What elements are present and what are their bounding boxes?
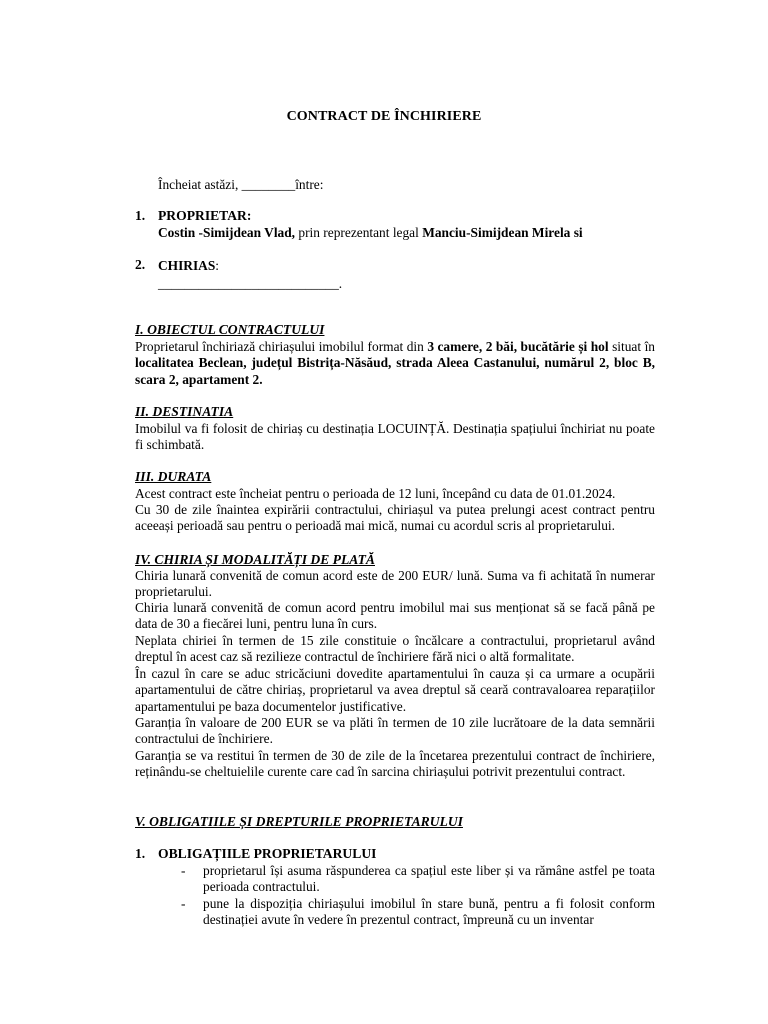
section-duration-text-2: Cu 30 de zile înaintea expirării contractului, chiriașul va putea prelungi acest contract pentru aceeași perioadă sau pentru o perioadă mai mică, numai cu acordul scris al proprietarului. [135, 502, 655, 534]
rent-paragraph-6: Garanția se va restitui în termen de 30 de zile de la încetarea prezentului contract de închiriere, reținându-se cheltuielile curente care cad în sarcina chiriașului potrivit prezentului contract. [135, 748, 655, 780]
bullet-dash: - [181, 863, 186, 878]
party-one-details [158, 225, 583, 241]
section-destination-heading: II. DESTINATIA [135, 404, 234, 419]
bullet-dash: - [181, 896, 186, 911]
section-object-heading: I. OBIECTUL CONTRACTULUI [135, 322, 325, 337]
section-rent-heading: IV. CHIRIA ȘI MODALITĂȚI DE PLATĂ [135, 552, 375, 567]
party-two-number: 2. [135, 257, 146, 272]
document-title: CONTRACT DE ÎNCHIRIERE [286, 109, 482, 124]
section-owner-obligations-heading: V. OBLIGATIILE ȘI DREPTURILE PROPRIETARULUI [135, 814, 463, 829]
party-two-colon: : [215, 258, 220, 273]
owner-connector: prin reprezentant legal [295, 225, 423, 240]
owner-representative: Manciu-Simijdean Mirela si [422, 225, 583, 240]
party-one-number: 1. [135, 208, 146, 223]
section-duration-text-1: Acest contract este încheiat pentru o perioada de 12 luni, începând cu data de 01.01.2024. [135, 486, 616, 501]
party-one-label: PROPRIETAR: [158, 208, 252, 223]
rent-paragraph-4: În cazul în care se aduc stricăciuni dovedite apartamentului în cauza și ca urmare a ocupării apartamentului de către chiriaș, proprietarul va avea dreptul să ceară contravaloarea reparațiilor apartamentului pe baza documentelor justificative. [135, 666, 655, 714]
rent-paragraph-2: Chiria lunară convenită de comun acord pentru imobilul mai sus menționat să se facă până pe data de 30 a fiecărei luni, pentru luna în curs. [135, 600, 655, 632]
rent-paragraph-5: Garanția în valoare de 200 EUR se va plăti în termen de 10 zile lucrătoare de la data semnării contractului de închiriere. [135, 715, 655, 747]
section-duration-heading: III. DURATA [135, 469, 212, 484]
intro-line: Încheiat astăzi, ________între: [158, 177, 324, 192]
owner-obligation-item: proprietarul își asuma răspunderea ca spațiul este liber și va rămâne astfel pe toata perioada contractului. [203, 863, 655, 895]
object-address: localitatea Beclean, județul Bistrița-Năsăud, strada Aleea Castanului, numărul 2, bloc B, scara 2, apartament 2. [135, 355, 655, 387]
owner-obligation-item: pune la dispoziția chiriașului imobilul în stare bună, pentru a fi folosit conform destinației avute în vedere în prezentul contract, împreună cu un inventar [203, 896, 655, 928]
owner-obligations-number: 1. [135, 846, 146, 861]
rent-paragraph-1: Chiria lunară convenită de comun acord este de 200 EUR/ lună. Suma va fi achitată în numerar proprietarului. [135, 568, 655, 600]
object-text-c: situat în [612, 339, 655, 354]
party-two-label-line [158, 258, 219, 274]
section-destination-text: Imobilul va fi folosit de chiriaș cu destinația LOCUINȚĂ. Destinația spațiului închiriat nu poate fi schimbată. [135, 421, 655, 453]
owner-obligations-subheading: OBLIGAȚIILE PROPRIETARULUI [158, 846, 377, 861]
object-rooms: 3 camere, 2 băi, bucătărie și hol [427, 339, 609, 354]
tenant-name-blank: ___________________________. [158, 276, 343, 291]
party-two-label: CHIRIAS [158, 258, 216, 273]
object-text-a: Proprietarul închiriază chiriașului imobilul format din [135, 339, 428, 354]
rent-paragraph-3: Neplata chiriei în termen de 15 zile constituie o încălcare a contractului, proprietarul având dreptul în acest caz să rezilieze contractul de închiriere fără nici o altă formalitate. [135, 633, 655, 665]
owner-name: Costin -Simijdean Vlad, [158, 225, 296, 240]
section-object-text [135, 339, 655, 388]
